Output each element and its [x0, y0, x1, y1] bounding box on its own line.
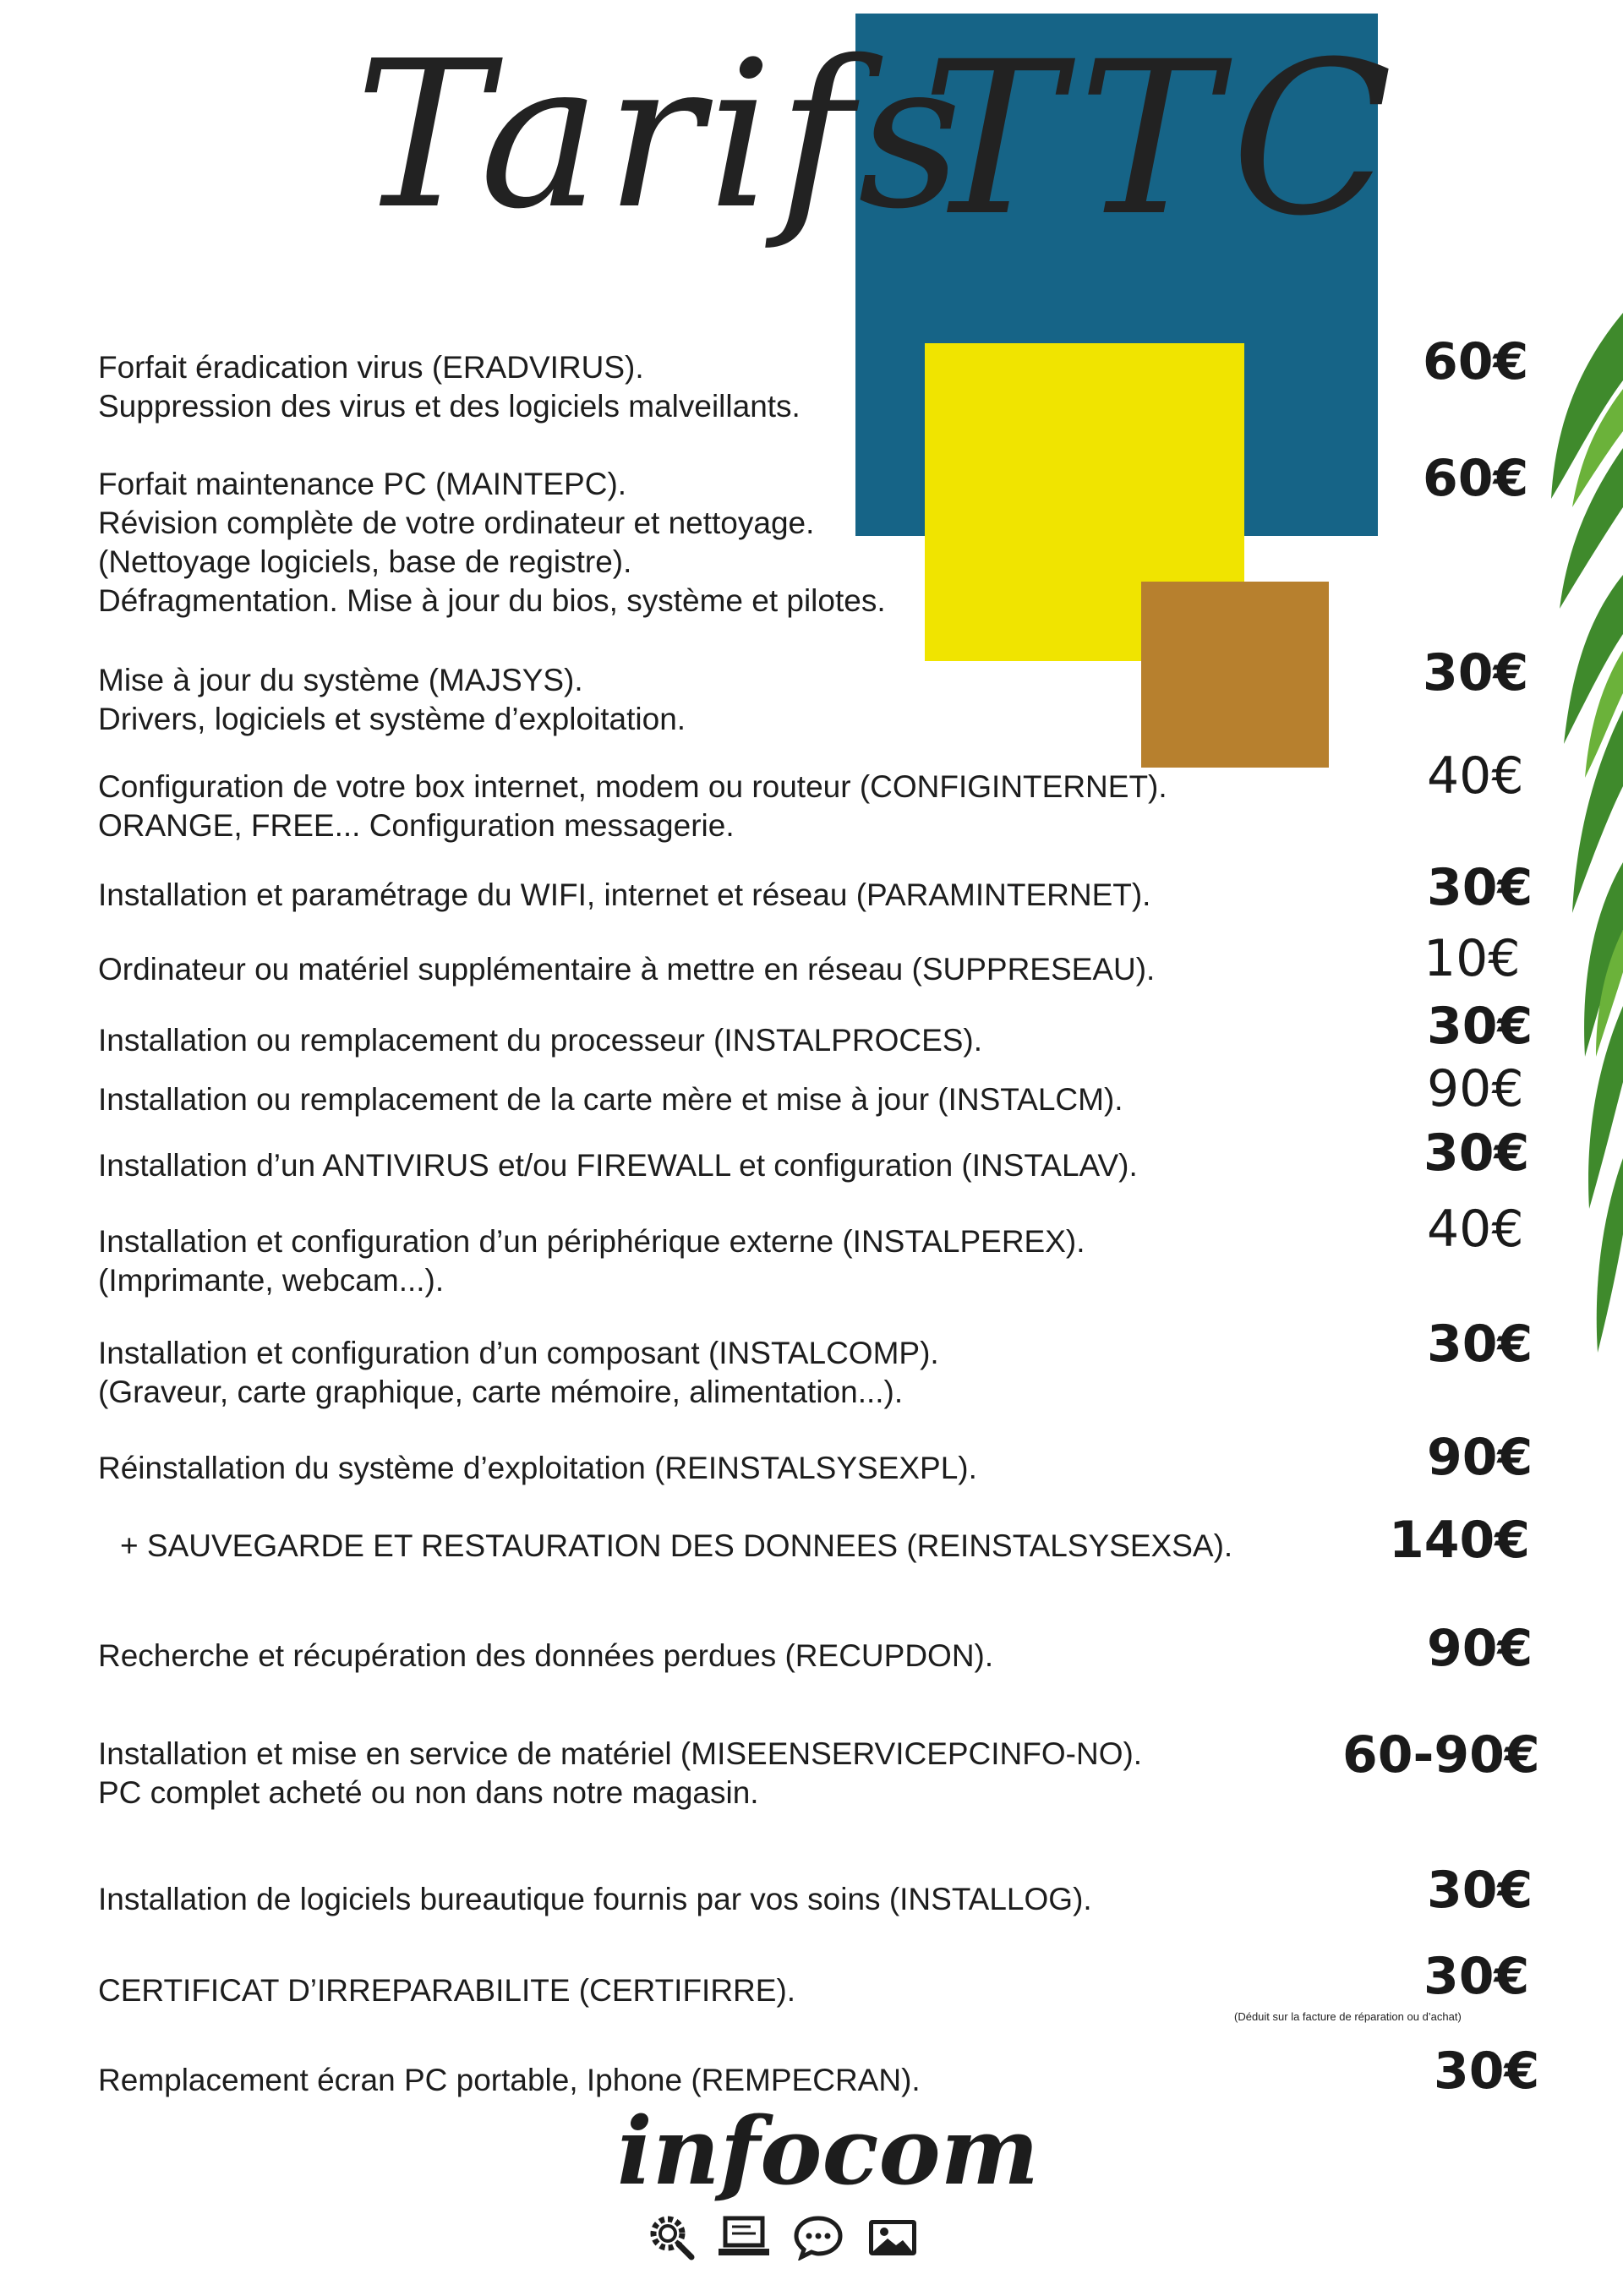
image-icon [866, 2213, 920, 2260]
item-line: Réinstallation du système d’exploitation (REINSTALSYSEXPL). [98, 1451, 977, 1485]
item-installog [98, 1880, 1092, 1919]
item-rempecran [98, 2061, 921, 2100]
price-installog: 30€ [1427, 1861, 1533, 1920]
item-line: Recherche et récupération des données perdues (RECUPDON). [98, 1638, 994, 1673]
item-instalcm [98, 1080, 1123, 1119]
item-instalav [98, 1146, 1138, 1185]
item-line: Forfait éradication virus (ERADVIRUS). [98, 350, 644, 385]
item-line: Ordinateur ou matériel supplémentaire à mettre en réseau (SUPPRESEAU). [98, 952, 1156, 987]
item-line: ORANGE, FREE... Configuration messagerie. [98, 808, 735, 843]
price-maintepc: 60€ [1423, 449, 1529, 508]
logo-icons [648, 2213, 920, 2260]
title-tarifs: Tarifs [355, 17, 968, 254]
price-miseenservice: 60-90€ [1342, 1725, 1540, 1785]
palm-leaves-decoration [1547, 287, 1623, 1606]
item-line: Remplacement écran PC portable, Iphone (REMPECRAN). [98, 2063, 921, 2097]
item-line: Drivers, logiciels et système d’exploitation. [98, 702, 686, 736]
item-line: (Imprimante, webcam...). [98, 1263, 445, 1298]
item-line: Installation ou remplacement du processeur (INSTALPROCES). [98, 1023, 983, 1058]
laptop-icon [717, 2213, 771, 2260]
item-majsys [98, 661, 686, 739]
item-line: Configuration de votre box internet, modem ou routeur (CONFIGINTERNET). [98, 769, 1167, 804]
price-eradvirus: 60€ [1423, 332, 1529, 391]
price-note: (Déduit sur la facture de réparation ou d’achat) [1234, 2010, 1462, 2023]
price-paraminternet: 30€ [1427, 858, 1533, 917]
item-certifirre [98, 1971, 795, 2010]
price-instalav: 30€ [1424, 1123, 1530, 1183]
item-line: Défragmentation. Mise à jour du bios, système et pilotes. [98, 583, 886, 618]
price-majsys: 30€ [1423, 643, 1529, 702]
chat-icon [793, 2213, 844, 2260]
item-line: Installation et paramétrage du WIFI, internet et réseau (PARAMINTERNET). [98, 877, 1151, 912]
price-suppreseau: 10€ [1424, 929, 1521, 988]
brown-square [1141, 582, 1329, 768]
title-ttc: TTC [921, 16, 1405, 262]
item-line: Installation ou remplacement de la carte mère et mise à jour (INSTALCM). [98, 1082, 1123, 1117]
price-instalcomp: 30€ [1427, 1315, 1533, 1374]
item-miseenservice [98, 1735, 1142, 1812]
item-line: Installation et configuration d’un composant (INSTALCOMP). [98, 1336, 939, 1370]
price-recupdon: 90€ [1427, 1619, 1533, 1678]
price-reinstalsysexpl: 90€ [1427, 1428, 1533, 1487]
item-line: Installation et configuration d’un périphérique externe (INSTALPEREX). [98, 1224, 1085, 1259]
item-reinstalsysexpl [98, 1449, 977, 1488]
item-reinstalsysexsa [120, 1527, 1232, 1566]
infocom-logo: infocom [617, 2096, 1040, 2206]
item-instalperex [98, 1222, 1085, 1300]
item-recupdon [98, 1637, 993, 1676]
price-rempecran: 30€ [1434, 2042, 1540, 2101]
item-line: Installation et mise en service de matériel (MISEENSERVICEPCINFO-NO). [98, 1736, 1143, 1771]
item-suppreseau [98, 950, 1155, 989]
item-line: (Graveur, carte graphique, carte mémoire, alimentation...). [98, 1375, 904, 1409]
price-certifirre: 30€ [1424, 1947, 1530, 2006]
price-instalcm: 90€ [1427, 1059, 1524, 1118]
item-line: Révision complète de votre ordinateur et nettoyage. [98, 506, 815, 540]
item-configinternet [98, 768, 1167, 845]
item-line: (Nettoyage logiciels, base de registre). [98, 544, 632, 579]
item-line: Installation de logiciels bureautique fournis par vos soins (INSTALLOG). [98, 1882, 1092, 1916]
item-instalproces [98, 1021, 982, 1060]
item-eradvirus [98, 348, 801, 426]
item-line: + SAUVEGARDE ET RESTAURATION DES DONNEES (REINSTALSYSEXSA). [120, 1528, 1233, 1563]
item-paraminternet [98, 876, 1150, 915]
item-maintepc [98, 465, 886, 620]
price-instalperex: 40€ [1427, 1200, 1524, 1259]
item-line: CERTIFICAT D’IRREPARABILITE (CERTIFIRRE). [98, 1973, 796, 2008]
gear-search-icon [648, 2213, 695, 2260]
price-reinstalsysexsa: 140€ [1389, 1511, 1530, 1570]
item-line: PC complet acheté ou non dans notre magasin. [98, 1775, 759, 1810]
item-line: Suppression des virus et des logiciels malveillants. [98, 389, 801, 424]
price-configinternet: 40€ [1427, 746, 1524, 806]
item-instalcomp [98, 1334, 939, 1412]
item-line: Forfait maintenance PC (MAINTEPC). [98, 467, 627, 501]
item-line: Installation d’un ANTIVIRUS et/ou FIREWALL et configuration (INSTALAV). [98, 1148, 1138, 1183]
price-instalproces: 30€ [1427, 997, 1533, 1056]
item-line: Mise à jour du système (MAJSYS). [98, 663, 583, 697]
